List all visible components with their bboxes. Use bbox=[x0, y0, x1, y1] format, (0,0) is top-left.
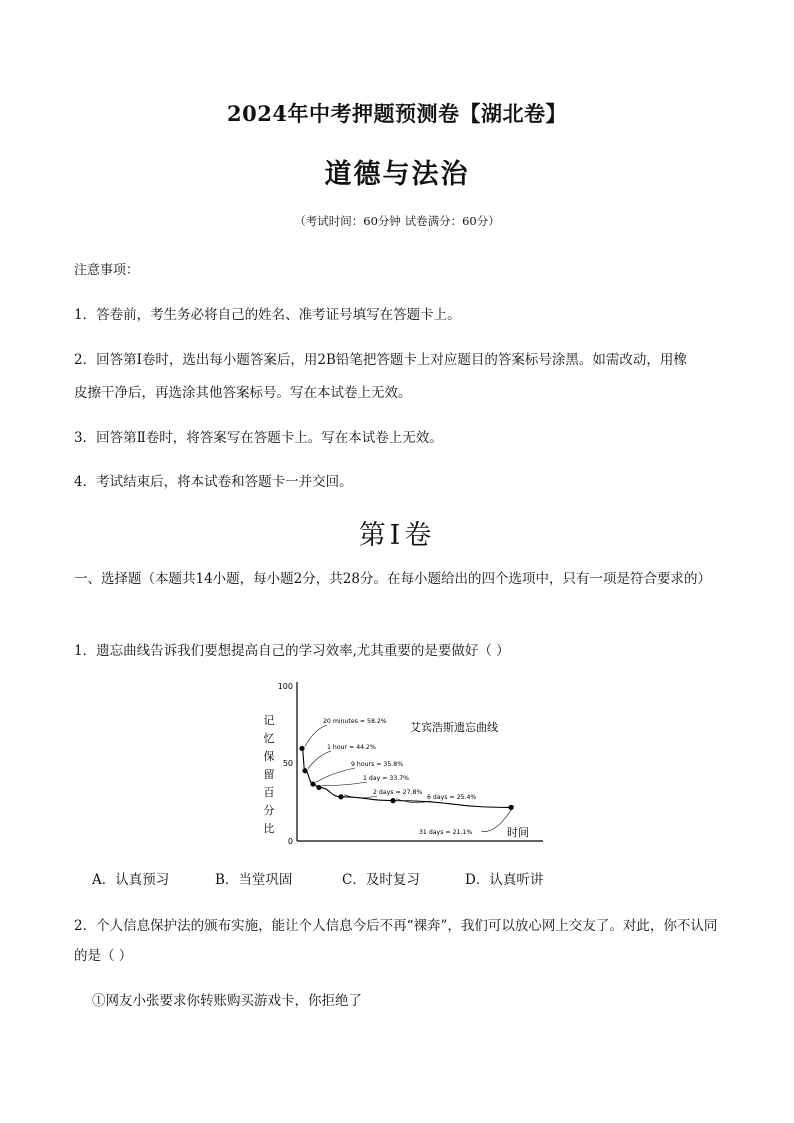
section-title: 第Ⅰ卷 bbox=[358, 520, 436, 551]
annotation-label: 9 hours = 35.8% bbox=[351, 761, 404, 768]
note-item-1: 1．答卷前，考生务必将自己的姓名、准考证号填写在答题卡上。 bbox=[74, 307, 461, 323]
y-label-char: 记 bbox=[263, 714, 275, 727]
note-item-3: 3．回答第Ⅱ卷时，将答案写在答题卡上。写在本试卷上无效。 bbox=[74, 430, 443, 446]
notes-heading: 注意事项： bbox=[74, 263, 140, 278]
y-label-char: 分 bbox=[263, 804, 275, 817]
note-item-2-cont: 皮擦干净后，再选涂其他答案标号。写在本试卷上无效。 bbox=[74, 385, 412, 401]
y-label-char: 百 bbox=[263, 786, 275, 799]
note-item-2: 2．回答第Ⅰ卷时，选出每小题答案后，用2B铅笔把答题卡上对应题目的答案标号涂黑。如需改动，用橡 bbox=[74, 352, 687, 368]
y-label-char: 忆 bbox=[263, 732, 275, 745]
annotation-label: 1 hour = 44.2% bbox=[327, 744, 376, 751]
y-tick-100: 100 bbox=[277, 682, 293, 691]
q1-option-b[interactable]: B．当堂巩固 bbox=[215, 872, 293, 888]
y-axis-label bbox=[264, 714, 275, 835]
data-point bbox=[310, 781, 315, 786]
y-label-char: 比 bbox=[263, 822, 275, 835]
annotation-label: 31 days = 21.1% bbox=[419, 829, 473, 836]
question-2-item-1: ①网友小张要求你转账购买游戏卡，你拒绝了 bbox=[92, 993, 362, 1009]
annotation-arrow bbox=[308, 751, 331, 769]
forgetting-curve-chart bbox=[255, 676, 545, 846]
annotation-label: 2 days = 27.8% bbox=[373, 789, 423, 796]
subject-title: 道德与法治 bbox=[324, 159, 470, 190]
chart-title: 艾宾浩斯遗忘曲线 bbox=[410, 721, 498, 734]
data-point bbox=[338, 794, 343, 799]
section-description: 一、选择题（本题共14小题，每小题2分，共28分。在每小题给出的四个选项中，只有一项是符合要求的） bbox=[74, 571, 711, 587]
y-label-char: 留 bbox=[263, 768, 275, 781]
y-tick-0: 0 bbox=[287, 837, 293, 846]
y-label-char: 保 bbox=[263, 750, 275, 763]
q1-option-d[interactable]: D．认真听讲 bbox=[465, 872, 544, 888]
annotations bbox=[305, 718, 514, 836]
q1-option-c[interactable]: C．及时复习 bbox=[342, 872, 420, 888]
y-tick-50: 50 bbox=[282, 759, 293, 768]
exam-title: 2024年中考押题预测卷【湖北卷】 bbox=[227, 101, 567, 126]
annotation-arrow bbox=[305, 725, 327, 746]
note-item-4: 4．考试结束后，将本试卷和答题卡一并交回。 bbox=[74, 474, 353, 490]
annotation-label: 20 minutes = 58.2% bbox=[323, 718, 387, 725]
q1-option-a[interactable]: A．认真预习 bbox=[92, 872, 170, 888]
data-point bbox=[316, 785, 321, 790]
data-point bbox=[390, 798, 395, 803]
exam-info: （考试时间：60分钟 试卷满分：60分） bbox=[294, 214, 500, 228]
annotation-label: 6 days = 25.4% bbox=[427, 794, 477, 801]
annotation-arrow bbox=[316, 768, 355, 782]
data-point bbox=[302, 768, 307, 773]
data-point bbox=[299, 746, 304, 751]
question-2-stem: 2．个人信息保护法的颁布实施，能让个人信息今后不再“裸奔”，我们可以放心网上交友了。对此，你不认同的是（ ） bbox=[74, 918, 718, 964]
annotation-arrow bbox=[322, 782, 367, 785]
annotation-label: 1 day = 33.7% bbox=[363, 775, 410, 782]
x-axis-label: 时间 bbox=[507, 826, 529, 839]
question-1-stem: 1．遗忘曲线告诉我们要想提高自己的学习效率,尤其重要的是要做好（ ） bbox=[74, 643, 510, 659]
